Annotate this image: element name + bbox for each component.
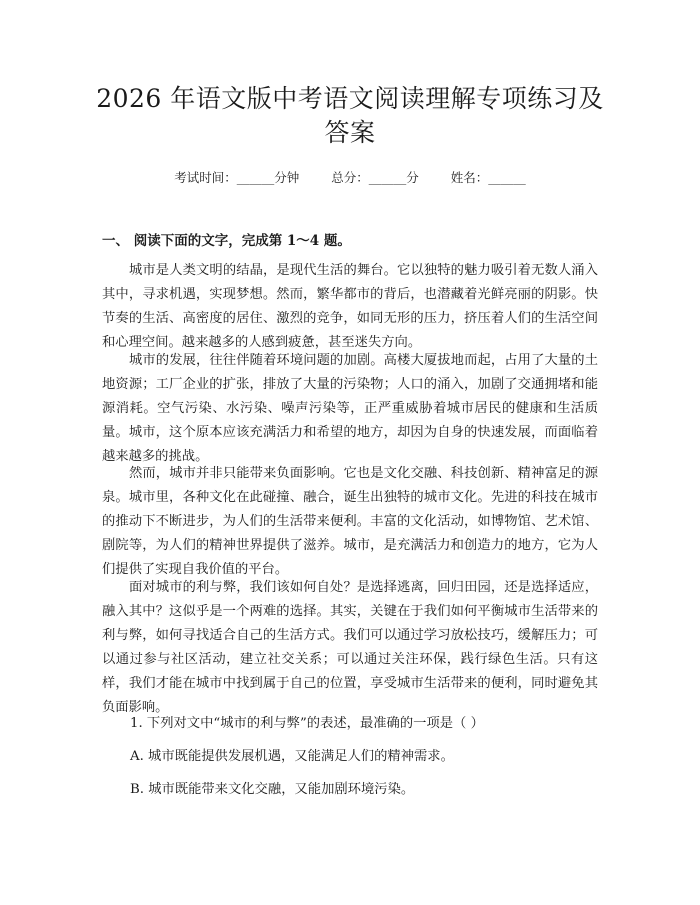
- option-a: A. 城市既能提供发展机遇，又能满足人们的精神需求。: [130, 749, 454, 764]
- exam-score: 总分：______分: [331, 170, 419, 185]
- passage-paragraph: 然而，城市并非只能带来负面影响。它也是文化交融、科技创新、精神富足的源泉。城市里，各种文化在此碰撞、融合，诞生出独特的城市文化。先进的科技在城市的推动下不断进步，为人们的生活带来便利。丰富的文化活动，如博物馆、艺术馆、剧院等，为人们的精神世界提供了滋养。城市，是充满活力和创造力的地方，它为人们提供了实现自我价值的平台。: [102, 466, 598, 577]
- passage-paragraph: 城市是人类文明的结晶，是现代生活的舞台。它以独特的魅力吸引着无数人涌入其中，寻求机遇，实现梦想。然而，繁华都市的背后，也潜藏着光鲜亮丽的阴影。快节奏的生活、高密度的居住、激烈的竞争，如同无形的压力，挤压着人们的生活空间和心理空间。越来越多的人感到疲惫，甚至迷失方向。: [102, 263, 598, 350]
- title-line-1: 2026 年语文版中考语文阅读理解专项练习及: [96, 84, 604, 113]
- passage-paragraph: 城市的发展，往往伴随着环境问题的加剧。高楼大厦拔地而起，占用了大量的土地资源；工厂企业的扩张，排放了大量的污染物；人口的涌入，加剧了交通拥堵和能源消耗。空气污染、水污染、噪声污染等，正严重威胁着城市居民的健康和生活质量。城市，这个原本应该充满活力和希望的地方，却因为自身的快速发展，而面临着越来越多的挑战。: [102, 353, 598, 464]
- exam-name: 姓名：______: [450, 170, 526, 185]
- option-b: B. 城市既能带来文化交融，又能加剧环境污染。: [130, 782, 415, 797]
- title-line-2: 答案: [324, 118, 376, 147]
- question-stem: 1. 下列对文中“城市的利与弊”的表述，最准确的一项是（ ）: [130, 716, 484, 731]
- section-heading: 一、 阅读下面的文字，完成第 1～4 题。: [102, 233, 351, 249]
- exam-time: 考试时间：______分钟: [174, 170, 300, 185]
- exam-info: [0, 168, 700, 188]
- document-title: [60, 82, 640, 150]
- passage-paragraph: 面对城市的利与弊，我们该如何自处？是选择逃离，回归田园，还是选择适应，融入其中？这似乎是一个两难的选择。其实，关键在于我们如何平衡城市生活带来的利与弊，如何寻找适合自己的生活方式。我们可以通过学习放松技巧，缓解压力；可以通过参与社区活动，建立社交关系；可以通过关注环保，践行绿色生活。只有这样，我们才能在城市中找到属于自己的位置，享受城市生活带来的便利，同时避免其负面影响。: [102, 580, 598, 715]
